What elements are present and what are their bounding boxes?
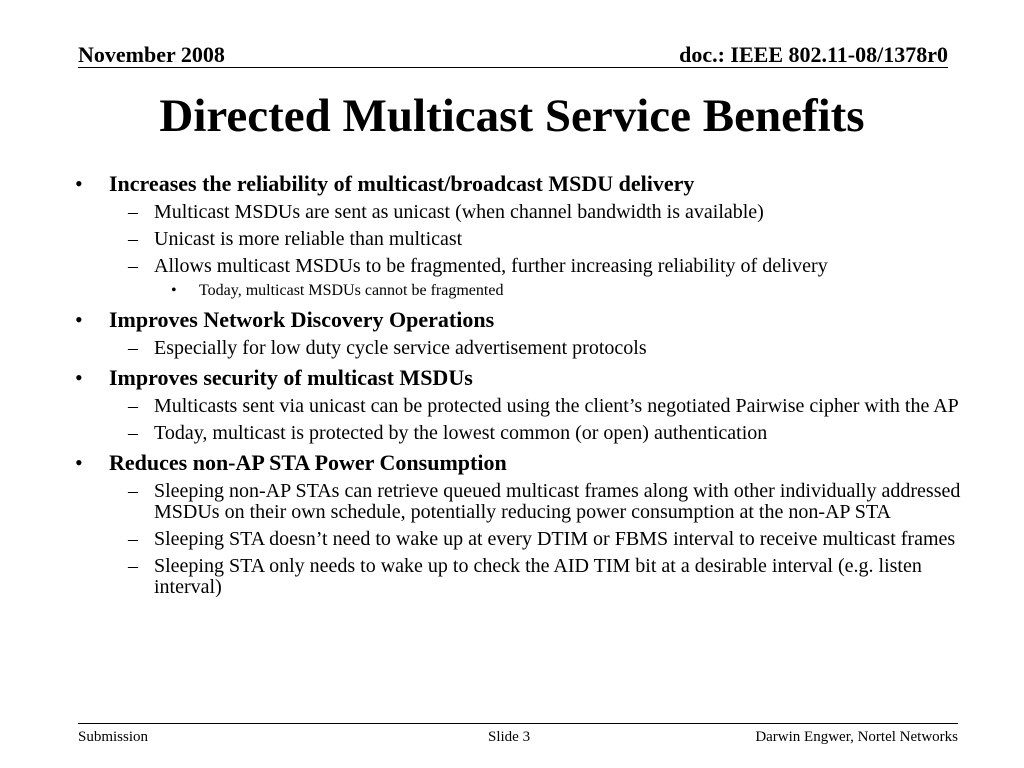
sub-bullet-text: Especially for low duty cycle service advertisement protocols	[154, 337, 647, 359]
dash-marker: –	[128, 422, 138, 444]
bullet-text: Improves security of multicast MSDUs	[109, 365, 473, 390]
sub-bullet-text: Multicast MSDUs are sent as unicast (when channel bandwidth is available)	[154, 201, 764, 223]
footer-slide-number: Slide 3	[488, 729, 531, 745]
slide-body	[75, 171, 965, 598]
bullet-network-discovery	[75, 307, 965, 332]
bullet-marker: •	[75, 171, 83, 196]
bullet-power-consumption	[75, 450, 965, 475]
slide-title: Directed Multicast Service Benefits	[159, 90, 865, 142]
sub-bullet	[75, 396, 965, 417]
dash-marker: –	[128, 395, 138, 417]
bullet-text: Improves Network Discovery Operations	[109, 307, 495, 332]
sub-bullet-text: Sleeping STA only needs to wake up to check the AID TIM bit at a desirable interval (e.g. listen interval)	[154, 555, 922, 598]
dash-marker: –	[128, 555, 138, 577]
footer-submission: Submission	[78, 729, 149, 745]
bullet-text: Increases the reliability of multicast/broadcast MSDU delivery	[109, 171, 695, 196]
header-divider	[78, 67, 948, 68]
dash-marker: –	[128, 528, 138, 550]
bullet-reliability	[75, 171, 965, 196]
sub-bullet	[75, 202, 965, 223]
header-date: November 2008	[78, 42, 225, 67]
header-doc-id: doc.: IEEE 802.11-08/1378r0	[679, 42, 948, 67]
bullet-marker: •	[75, 450, 83, 475]
dash-marker: –	[128, 255, 138, 277]
footer-divider	[78, 723, 958, 724]
footer-author: Darwin Engwer, Nortel Networks	[755, 729, 958, 745]
sub-bullet	[75, 556, 965, 598]
dash-marker: –	[128, 480, 138, 502]
bullet-marker: •	[75, 365, 83, 390]
sub-bullet	[75, 229, 965, 250]
sub-bullet-text: Today, multicast is protected by the lowest common (or open) authentication	[154, 422, 768, 444]
sub-bullet-text: Unicast is more reliable than multicast	[154, 228, 463, 250]
bullet-text: Reduces non-AP STA Power Consumption	[109, 450, 507, 475]
dash-marker: –	[128, 228, 138, 250]
bullet-security	[75, 365, 965, 390]
sub-bullet-text: Allows multicast MSDUs to be fragmented, further increasing reliability of delivery	[154, 255, 828, 277]
sub-bullet-text: Sleeping STA doesn’t need to wake up at every DTIM or FBMS interval to receive multicast frames	[154, 528, 956, 550]
sub-bullet	[75, 423, 965, 444]
sub-bullet	[75, 338, 965, 359]
sub-sub-bullet-text: Today, multicast MSDUs cannot be fragmented	[199, 282, 504, 299]
dash-marker: –	[128, 337, 138, 359]
bullet-marker: •	[75, 307, 83, 332]
sub-bullet	[75, 256, 965, 277]
sub-bullet-text: Multicasts sent via unicast can be protected using the client’s negotiated Pairwise cipher with the AP	[154, 395, 959, 417]
bullet-marker: •	[171, 282, 177, 299]
sub-bullet	[75, 481, 965, 523]
sub-bullet	[75, 529, 965, 550]
sub-sub-bullet	[75, 281, 965, 301]
dash-marker: –	[128, 201, 138, 223]
sub-bullet-text: Sleeping non-AP STAs can retrieve queued multicast frames along with other individually addressed MSDUs on their own schedule, potentially reducing power consumption at the non-AP STA	[154, 480, 961, 523]
